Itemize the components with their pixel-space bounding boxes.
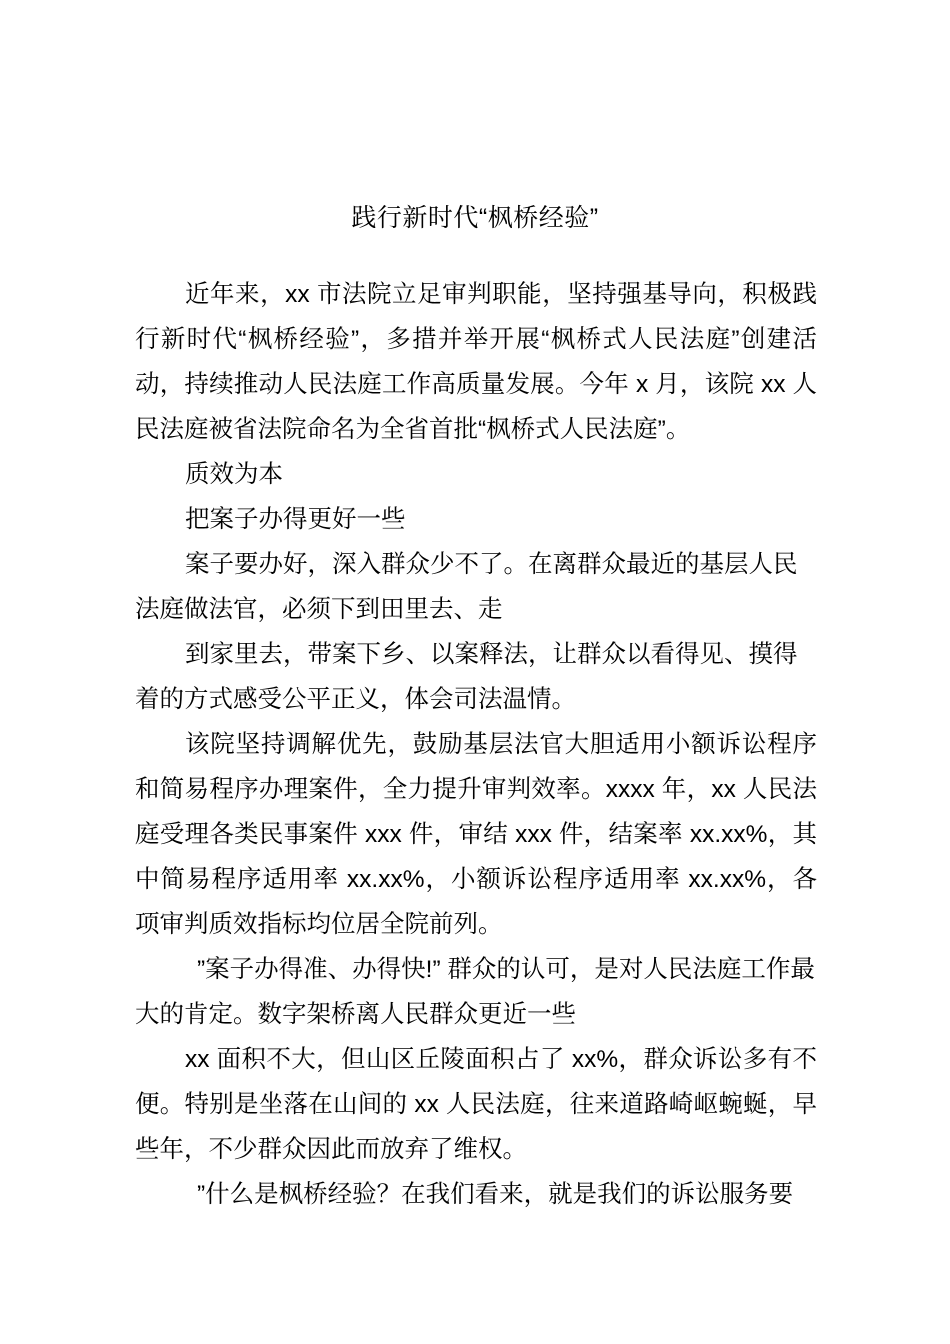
paragraph-1: 近年来，xx 市法院立足审判职能，坚持强基导向，积极践行新时代“枫桥经验”，多措并举开展“枫桥式人民法庭”创建活动，持续推动人民法庭工作高质量发展。今年 x 月，该院 xx 人民法庭被省法院命名为全省首批“枫桥式人民法庭”。 [135,281,817,443]
document-body [135,272,817,1217]
paragraph-9: ”什么是枫桥经验？在我们看来，就是我们的诉讼服务要 [197,1181,794,1208]
paragraph-8: xx 面积不大，但山区丘陵面积占了 xx%，群众诉讼多有不便。特别是坐落在山间的 xx 人民法庭，往来道路崎岖蜿蜒，早些年，不少群众因此而放弃了维权。 [135,1046,817,1163]
paragraph-2: 质效为本 [185,461,283,488]
paragraph-6: 该院坚持调解优先，鼓励基层法官大胆适用小额诉讼程序和简易程序办理案件，全力提升审判效率。xxxx 年，xx 人民法庭受理各类民事案件 xxx 件，审结 xxx 件，结案率 xx.xx%，其中简易程序适用率 xx.xx%，小额诉讼程序适用率 xx.xx%，各项审判质效指标均位居全院前列。 [135,731,817,938]
paragraph-5: 到家里去，带案下乡、以案释法，让群众以看得见、摸得着的方式感受公平正义，体会司法温情。 [135,641,798,713]
paragraph-4: 案子要办好，深入群众少不了。在离群众最近的基层人民法庭做法官，必须下到田里去、走 [135,551,798,623]
paragraph-3: 把案子办得更好一些 [185,506,406,533]
page-title: 践行新时代“枫桥经验” [351,203,599,232]
paragraph-7: ”案子办得准、办得快!” 群众的认可，是对人民法庭工作最大的肯定。数字架桥离人民群众更近一些 [135,956,815,1028]
